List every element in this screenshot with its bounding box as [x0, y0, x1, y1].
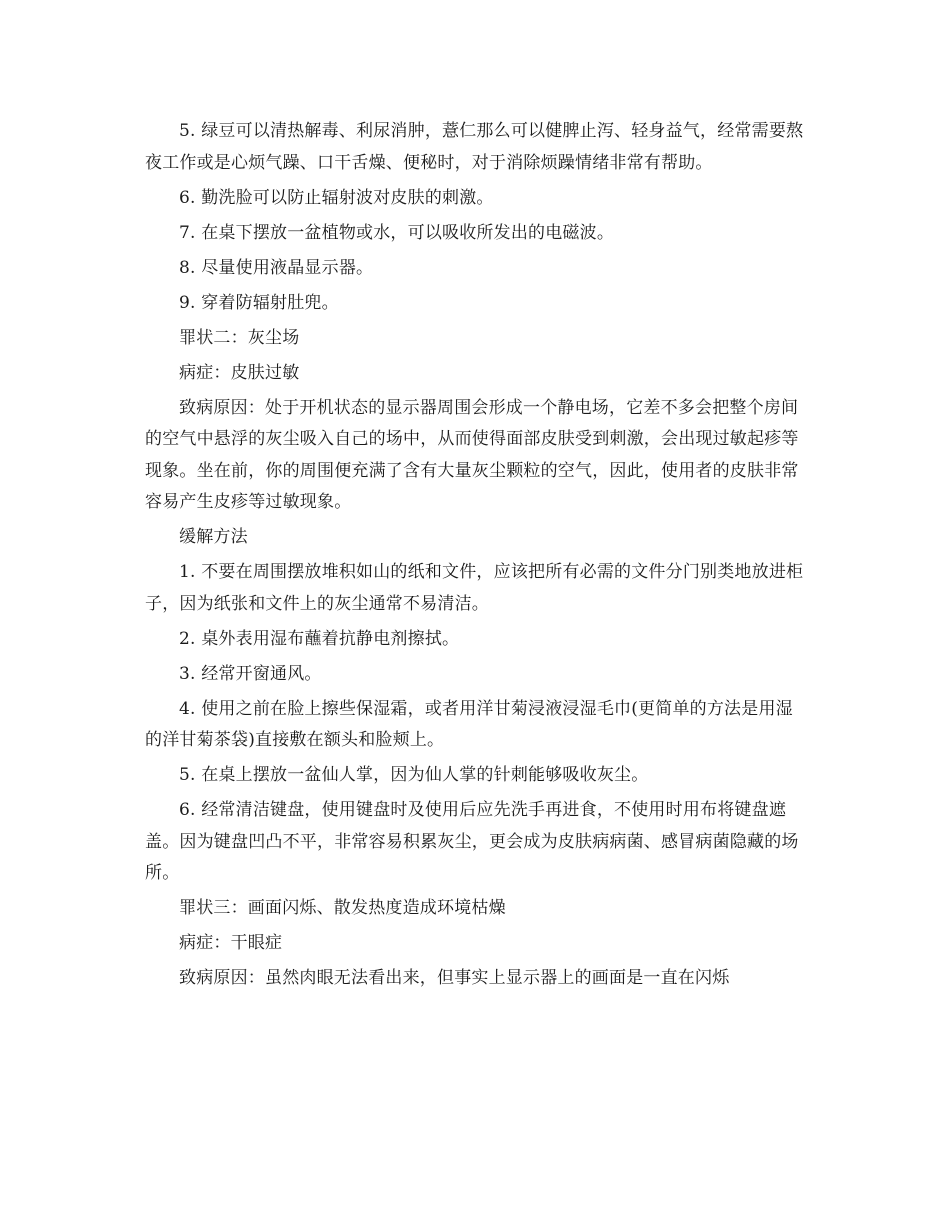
paragraph-item-8-lcd: 8. 尽量使用液晶显示器。 — [179, 257, 374, 278]
symptom-line: 病症：皮肤过敏 — [179, 362, 300, 383]
section-heading-crime-three: 罪状三：画面闪烁、散发热度造成环境枯燥 — [179, 898, 506, 918]
paragraph-item-9-apron: 9. 穿着防辐射肚兜。 — [179, 292, 339, 313]
cause-paragraph-flicker: 致病原因：虽然肉眼无法看出来，但事实上显示器上的画面是一直在闪烁 — [179, 968, 730, 988]
paragraph-item-4-moisturize: 4. 使用之前在脸上擦些保湿霜，或者用洋甘菊浸液浸湿毛巾(更简单的方法是用湿的洋甘菊茶袋)直接敷在额头和脸颊上。 — [145, 698, 793, 750]
paragraph-item-7-plant-water: 7. 在桌下摆放一盆植物或水，可以吸收所发出的电磁波。 — [179, 222, 615, 243]
relief-methods-heading: 缓解方法 — [179, 527, 248, 547]
section-heading-crime-two: 罪状二：灰尘场 — [179, 327, 300, 348]
symptom-line-dry-eye: 病症：干眼症 — [179, 933, 283, 953]
paragraph-item-3-ventilate: 3. 经常开窗通风。 — [179, 663, 322, 684]
paragraph-item-5-mung-bean: 5. 绿豆可以清热解毒、利尿消肿，薏仁那么可以健脾止泻、轻身益气，经常需要熬夜工作或是心烦气躁、口干舌燥、便秘时，对于消除烦躁情绪非常有帮助。 — [145, 121, 804, 173]
paragraph-item-2-antistatic: 2. 桌外表用湿布蘸着抗静电剂擦拭。 — [179, 628, 460, 649]
document-body — [145, 116, 805, 995]
paragraph-item-6-wash-face: 6. 勤洗脸可以防止辐射波对皮肤的刺激。 — [179, 187, 494, 208]
paragraph-item-6-keyboard: 6. 经常清洁键盘，使用键盘时及使用后应先洗手再进食，不使用时用布将键盘遮盖。因为键盘凹凸不平，非常容易积累灰尘，更会成为皮肤病病菌、感冒病菌隐藏的场所。 — [145, 800, 799, 883]
paragraph-item-5-cactus: 5. 在桌上摆放一盆仙人掌，因为仙人掌的针刺能够吸收灰尘。 — [179, 765, 649, 785]
paragraph-item-1-paper-files: 1. 不要在周围摆放堆积如山的纸和文件，应该把所有必需的文件分门别类地放进柜子，因为纸张和文件上的灰尘通常不易清洁。 — [145, 562, 804, 614]
cause-paragraph: 致病原因：处于开机状态的显示器周围会形成一个静电场，它差不多会把整个房间的空气中悬浮的灰尘吸入自己的场中，从而使得面部皮肤受到刺激，会出现过敏起疹等现象。坐在前，你的周围便充满了含有大量灰尘颗粒的空气，因此，使用者的皮肤非常容易产生皮疹等过敏现象。 — [145, 397, 799, 512]
